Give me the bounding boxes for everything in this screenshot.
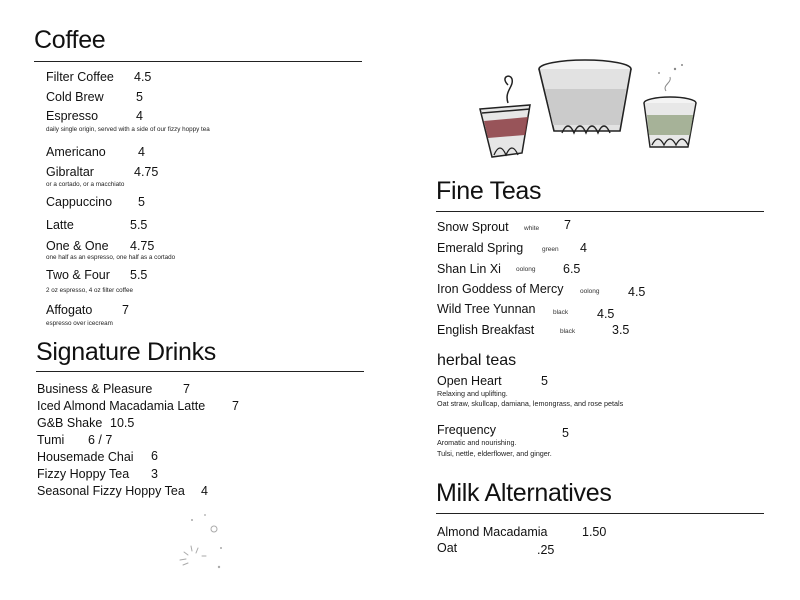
menu-item-price: 4 [201, 484, 208, 498]
signature-heading: Signature Drinks [36, 338, 217, 366]
menu-item-price: 10.5 [110, 416, 135, 430]
menu-item-price: 6 / 7 [88, 433, 113, 447]
menu-item-name: Iced Almond Macadamia Latte [37, 399, 206, 413]
menu-item-name: Two & Four [46, 268, 110, 282]
tea-kind: black [553, 309, 569, 316]
menu-item-note: daily single origin, served with a side of our fizzy hoppy tea [46, 126, 210, 133]
tea-kind: black [560, 328, 576, 335]
menu-item-name: Filter Coffee [46, 70, 114, 84]
menu-item-name: Affogato [46, 303, 93, 317]
tea-name: Iron Goddess of Mercy [437, 282, 564, 296]
fine-teas-heading: Fine Teas [436, 177, 542, 205]
menu-item-price: 7 [183, 382, 190, 396]
menu-item-price: 5 [138, 195, 145, 209]
menu-item-price: 7 [232, 399, 239, 413]
menu-item-price: 7 [122, 303, 129, 317]
milk-price: 1.50 [582, 525, 607, 539]
tea-kind: white [524, 225, 540, 232]
menu-item-note: or a cortado, or a macchiato [46, 181, 125, 188]
menu-item-name: Americano [46, 145, 106, 159]
tea-price: 3.5 [612, 323, 630, 337]
tea-price: 4 [580, 241, 587, 255]
sparkle-icon [172, 512, 232, 574]
menu-item-name: Fizzy Hoppy Tea [37, 467, 130, 481]
coffee-heading: Coffee [34, 26, 106, 54]
tea-kind: oolong [580, 288, 600, 295]
menu-item-price: 6 [151, 449, 158, 463]
menu-item-note: one half as an espresso, one half as a cortado [46, 254, 176, 261]
menu-item-price: 5 [136, 90, 143, 104]
tea-price: 4.5 [597, 307, 615, 321]
tea-name: Snow Sprout [437, 220, 509, 234]
tea-name: Shan Lin Xi [437, 262, 501, 276]
milk-price: .25 [537, 543, 555, 557]
herbal-teas-heading: herbal teas [437, 352, 517, 369]
menu-item-name: Seasonal Fizzy Hoppy Tea [37, 484, 185, 498]
menu-item-price: 4.75 [134, 165, 159, 179]
tea-name: English Breakfast [437, 323, 535, 337]
menu-item-name: One & One [46, 239, 109, 253]
menu-item-name: Tumi [37, 433, 65, 447]
menu-item-name: Gibraltar [46, 165, 94, 179]
milk-name: Oat [437, 541, 458, 555]
coffee-divider [34, 61, 362, 62]
herbal-tea-name: Frequency [437, 423, 497, 437]
tea-cups-illustration [470, 55, 705, 165]
menu-item-name: Cappuccino [46, 195, 113, 209]
herbal-tea-price: 5 [562, 426, 569, 440]
tea-price: 7 [564, 218, 571, 232]
herbal-tea-price: 5 [541, 374, 548, 388]
menu-item-name: G&B Shake [37, 416, 103, 430]
menu-item-price: 5.5 [130, 268, 148, 282]
menu-item-name: Business & Pleasure [37, 382, 153, 396]
menu-item-note: espresso over icecream [46, 320, 113, 327]
menu-item-name: Housemade Chai [37, 450, 134, 464]
tea-kind: oolong [516, 266, 536, 273]
tea-price: 6.5 [563, 262, 581, 276]
herbal-tea-desc: Oat straw, skullcap, damiana, lemongrass, and rose petals [437, 399, 624, 408]
milk-alternatives-divider [436, 513, 764, 514]
menu-item-price: 3 [151, 467, 158, 481]
tea-kind: green [542, 246, 559, 253]
menu-item-name: Espresso [46, 109, 99, 123]
menu-item-price: 4 [138, 145, 145, 159]
herbal-tea-desc: Aromatic and nourishing. [437, 438, 517, 447]
milk-alternatives-heading: Milk Alternatives [436, 479, 612, 507]
herbal-tea-desc: Tulsi, nettle, elderflower, and ginger. [437, 449, 552, 458]
menu-item-note: 2 oz espresso, 4 oz filter coffee [46, 287, 134, 294]
tea-price: 4.5 [628, 285, 646, 299]
menu-item-price: 4.75 [130, 239, 155, 253]
menu-item-name: Cold Brew [46, 90, 104, 104]
signature-divider [36, 371, 364, 372]
tea-name: Wild Tree Yunnan [437, 302, 536, 316]
herbal-tea-name: Open Heart [437, 374, 502, 388]
menu-item-name: Latte [46, 218, 74, 232]
tea-name: Emerald Spring [437, 241, 524, 255]
fine-teas-divider [436, 211, 764, 212]
menu-item-price: 4.5 [134, 70, 152, 84]
menu-item-price: 4 [136, 109, 143, 123]
menu-item-price: 5.5 [130, 218, 148, 232]
milk-name: Almond Macadamia [437, 525, 548, 539]
herbal-tea-desc: Relaxing and uplifting. [437, 389, 508, 398]
